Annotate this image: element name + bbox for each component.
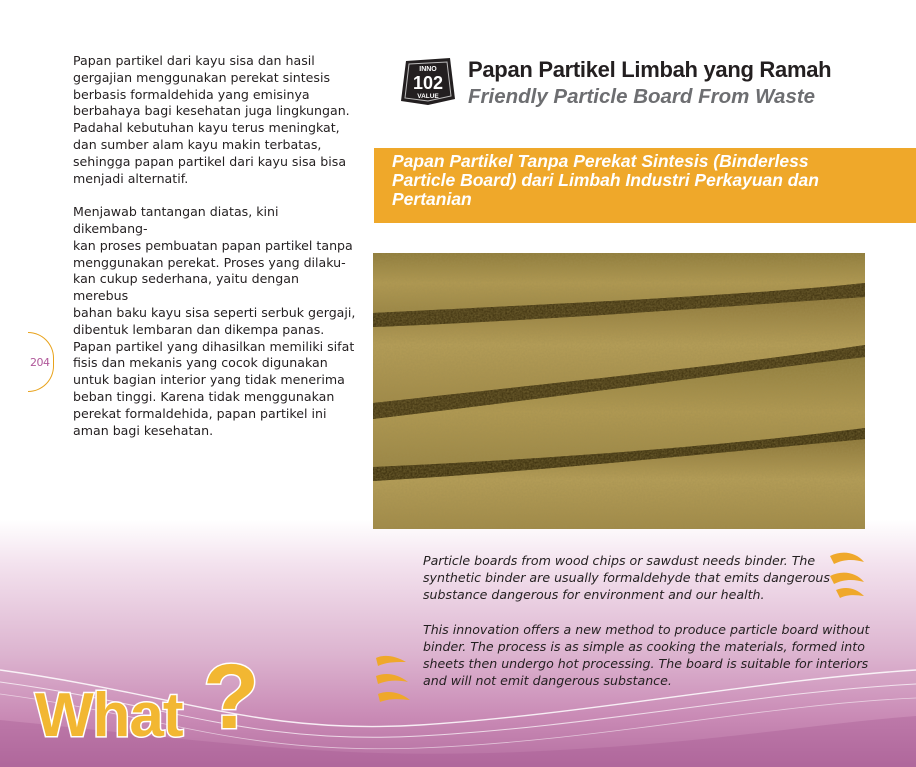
- badge-line1: INNO: [419, 66, 437, 73]
- badge-line2: 102: [412, 73, 444, 93]
- badge-line3: VALUE: [417, 93, 439, 100]
- body-paragraph-1: Papan partikel dari kayu sisa dan hasil gergajian menggunakan perekat sintesis berbasis formaldehida yang emisinya berbahaya bagi kesehatan juga lingkungan. Padahal kebutuhan kayu terus meningkat, dan sumber alam kayu makin terbatas, sehingga papan partikel dari kayu sisa bisa menjadi alternatif.: [73, 53, 350, 186]
- highlight-heading-box: [374, 148, 916, 223]
- english-paragraph-2: This innovation offers a new method to produce particle board without binder. The process is as simple as cooking the materials, formed into sheets then undergo hot processing. The board is suitable for interiors and will not emit dangerous substance.: [423, 621, 870, 689]
- page-number: 204: [30, 356, 50, 369]
- opening-quote-icon: [370, 652, 414, 706]
- what-word: What: [35, 681, 183, 746]
- inno-value-badge-icon: [398, 55, 458, 107]
- body-paragraph-2: Menjawab tantangan diatas, kini dikembang- kan proses pembuatan papan partikel tanpa menggunakan perekat. Proses yang dilaku- kan cukup sederhana, yaitu dengan merebus bahan baku kayu sisa seperti serbuk gergaji, dibentuk lembaran dan dikempa panas. Papan partikel yang dihasilkan memiliki sifat fisis dan mekanis yang cocok digunakan untuk bagian interior yang tidak menerima beban tinggi. Karena tidak menggunakan perekat formaldehida, papan partikel ini aman bagi kesehatan.: [73, 204, 356, 438]
- indonesian-body-text: [73, 53, 356, 456]
- page-title: Papan Partikel Limbah yang Ramah: [468, 57, 832, 82]
- what-heading-graphic: [33, 636, 263, 746]
- particle-board-photo: [373, 253, 865, 529]
- particle-board-image: [373, 253, 865, 529]
- page-subtitle-english: Friendly Particle Board From Waste: [468, 85, 816, 108]
- highlight-heading-text: Papan Partikel Tanpa Perekat Sintesis (Binderless Particle Board) dari Limbah Industri Perkayuan dan Pertanian: [392, 151, 819, 209]
- english-body-text: [423, 552, 873, 707]
- what-question-mark: ?: [203, 646, 260, 746]
- english-paragraph-1: Particle boards from wood chips or sawdust needs binder. The synthetic binder are usually formaldehyde that emits dangerous substance dangerous for environment and our health.: [423, 553, 830, 603]
